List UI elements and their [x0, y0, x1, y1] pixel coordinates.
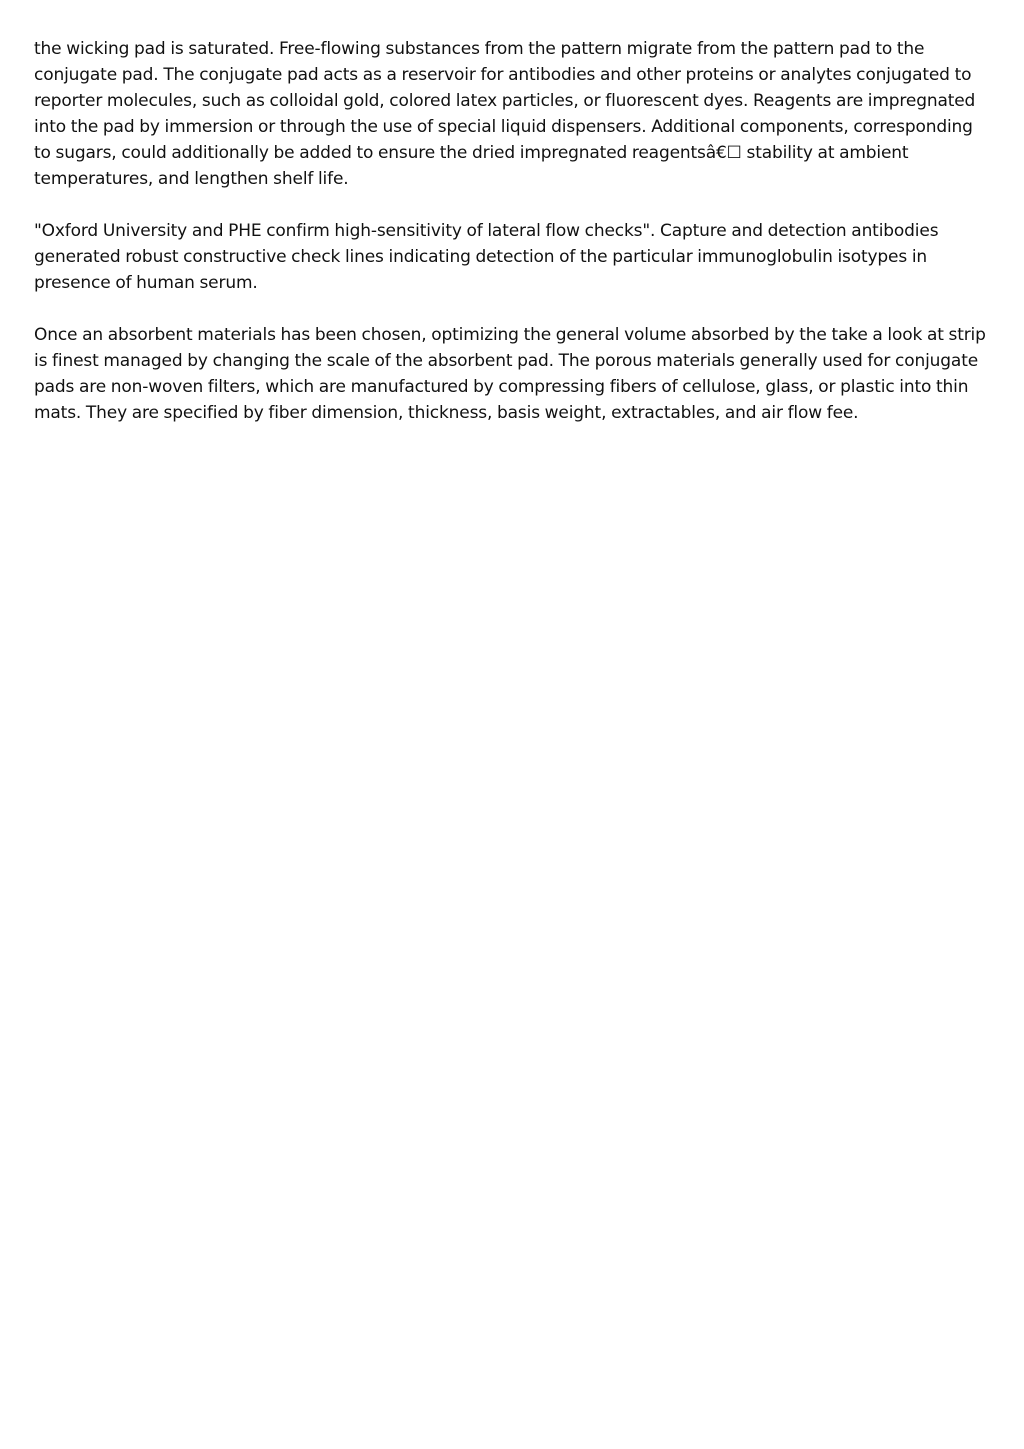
paragraph-absorbent-materials: Once an absorbent materials has been chosen, optimizing the general volume absorbed by the take a look at strip is finest managed by changing the scale of the absorbent pad. The porous materials generally used for conjugate pads are non-woven filters, which are manufactured by compressing fibers of cellulose, glass, or plastic into thin mats. They are specified by fiber dimension, thickness, basis weight, extractables, and air flow fee.: [34, 325, 986, 423]
paragraph-conjugate-pad: the wicking pad is saturated. Free-flowing substances from the pattern migrate from the pattern pad to the conjugate pad. The conjugate pad acts as a reservoir for antibodies and other proteins or analytes conjugated to reporter molecules, such as colloidal gold, colored latex particles, or fluorescent dyes. Reagents are impregnated into the pad by immersion or through the use of special liquid dispensers. Additional components, corresponding to sugars, could additionally be added to ensure the dried impregnated reagentsâ€☐ stability at ambient temperatures, and lengthen shelf life.: [34, 39, 976, 189]
document-body: [34, 36, 994, 452]
paragraph-oxford-phe: "Oxford University and PHE confirm high-sensitivity of lateral flow checks". Capture and detection antibodies generated robust constructive check lines indicating detection of the particular immunoglobulin isotypes in presence of human serum.: [34, 221, 939, 293]
